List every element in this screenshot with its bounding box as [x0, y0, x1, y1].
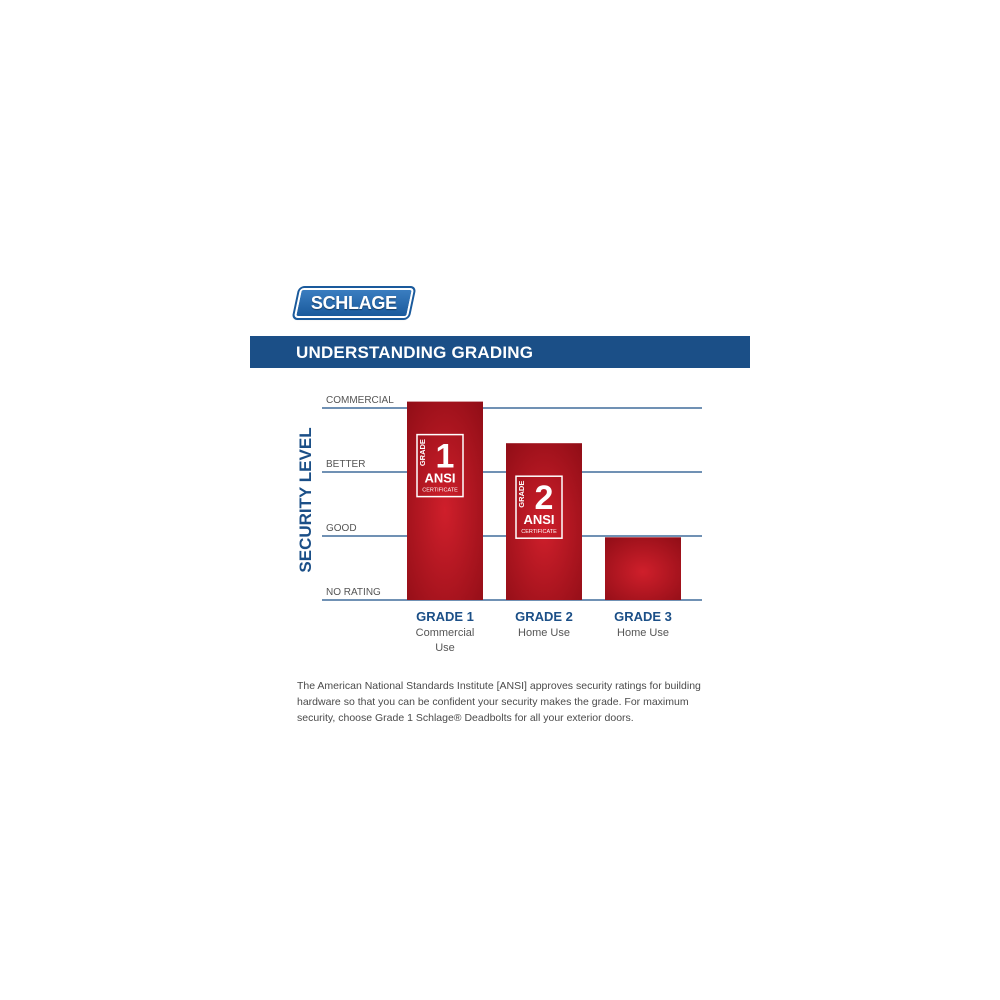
category-subtitle: Commercial Use	[415, 627, 475, 654]
badge-number: 1	[435, 437, 455, 476]
badge-label: CERTIFICATE	[521, 529, 557, 536]
badge-label: CERTIFICATE	[422, 487, 458, 494]
level-label: NO RATING	[326, 587, 381, 598]
badge-org: ANSI	[424, 470, 456, 486]
category-subtitle: Home Use	[617, 627, 669, 639]
level-label: BETTER	[326, 459, 366, 470]
category-label: GRADE 1	[416, 609, 474, 624]
category-label: GRADE 3	[614, 609, 672, 624]
level-label: GOOD	[326, 523, 357, 534]
bar-grade-3	[605, 537, 681, 600]
category-subtitle: Home Use	[518, 627, 570, 639]
caption-text: The American National Standards Institute [ANSI] approves security ratings for building hardware so that you can be confident your security makes the grade. For maximum security, choose Grade 1 Schlage® Deadbolts for all your exterior doors.	[297, 680, 701, 724]
badge-number: 2	[534, 479, 554, 518]
category-label: GRADE 2	[515, 609, 573, 624]
logo-text: SCHLAGE	[311, 292, 397, 313]
bar-grade-1	[407, 402, 483, 600]
badge-grade-word: GRADE	[517, 480, 526, 508]
badge-grade-word: GRADE	[418, 439, 427, 467]
banner-title: UNDERSTANDING GRADING	[296, 343, 534, 362]
level-label: COMMERCIAL	[326, 395, 394, 406]
y-axis-title: SECURITY LEVEL	[296, 427, 315, 573]
badge-org: ANSI	[523, 512, 555, 528]
